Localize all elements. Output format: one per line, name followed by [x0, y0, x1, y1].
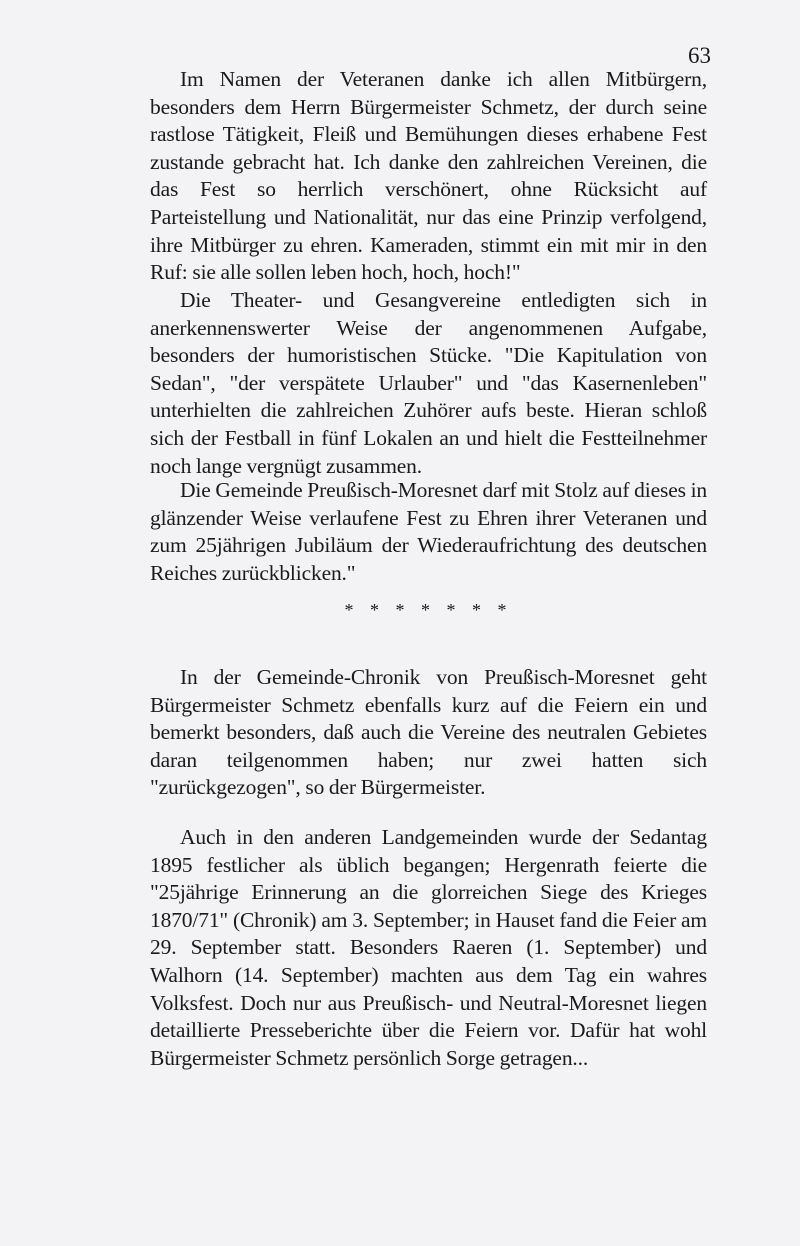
paragraph-text: Die Gemeinde Preußisch-Moresnet darf mit Stolz auf dieses in glänzender Weise verlaufene Fest zu Ehren ihrer Veteranen und zum 25jährigen Jubiläum der Wiederaufrichtung des deutschen Reiches zurückblicken." — [150, 478, 707, 585]
section-divider: * * * * * * * — [344, 600, 513, 620]
page-number: 63 — [688, 43, 711, 68]
paragraph-chronicle — [150, 664, 707, 802]
paragraph-text: Im Namen der Veteranen danke ich allen Mitbürgern, besonders dem Herrn Bürgermeister Schmetz, der durch seine rastlose Tätigkeit, Fleiß und Bemühungen dieses erhabene Fest zustande gebracht hat. Ich danke den zahlreichen Vereinen, die das Fest so herrlich verschönert, ohne Rücksicht auf Parteistellung und Nationalität, nur das eine Prinzip verfolgend, ihre Mitbürger zu ehren. Kameraden, stimmt ein mit mir in den Ruf: sie alle sollen leben hoch, hoch, hoch!" — [150, 67, 707, 285]
paragraph-theater-societies — [150, 287, 707, 480]
paragraph-text: In der Gemeinde-Chronik von Preußisch-Moresnet geht Bürgermeister Schmetz ebenfalls kurz auf die Feiern ein und bemerkt besonders, daß auch die Vereine des neutralen Gebietes daran teilgenommen haben; nur zwei hatten sich "zurückgezogen", so der Bürgermeister. — [150, 665, 707, 800]
paragraph-veterans-speech — [150, 66, 707, 287]
paragraph-sedan-day — [150, 824, 707, 1072]
paragraph-text: Auch in den anderen Landgemeinden wurde der Sedantag 1895 festlicher als üblich begangen; Hergenrath feierte die "25jährige Erinnerung an die glorreichen Siege des Krieges 1870/71" (Chronik) am 3. September; in Hauset fand die Feier am 29. September statt. Besonders Raeren (1. September) und Walhorn (14. September) machten aus dem Tag ein wahres Volksfest. Doch nur aus Preußisch- und Neutral-Moresnet liegen detaillierte Presseberichte über die Feiern vor. Dafür hat wohl Bürgermeister Schmetz persönlich Sorge getragen... — [150, 825, 707, 1070]
paragraph-municipality-pride — [150, 477, 707, 587]
paragraph-text: Die Theater- und Gesangvereine entledigten sich in anerkennenswerter Weise der angenommenen Aufgabe, besonders der humoristischen Stücke. "Die Kapitulation von Sedan", "der verspätete Urlauber" und "das Kasernenleben" unterhielten die zahlreichen Zuhörer aufs beste. Hieran schloß sich der Festball in fünf Lokalen an und hielt die Festteilnehmer noch lange vergnügt zusammen. — [150, 288, 707, 478]
